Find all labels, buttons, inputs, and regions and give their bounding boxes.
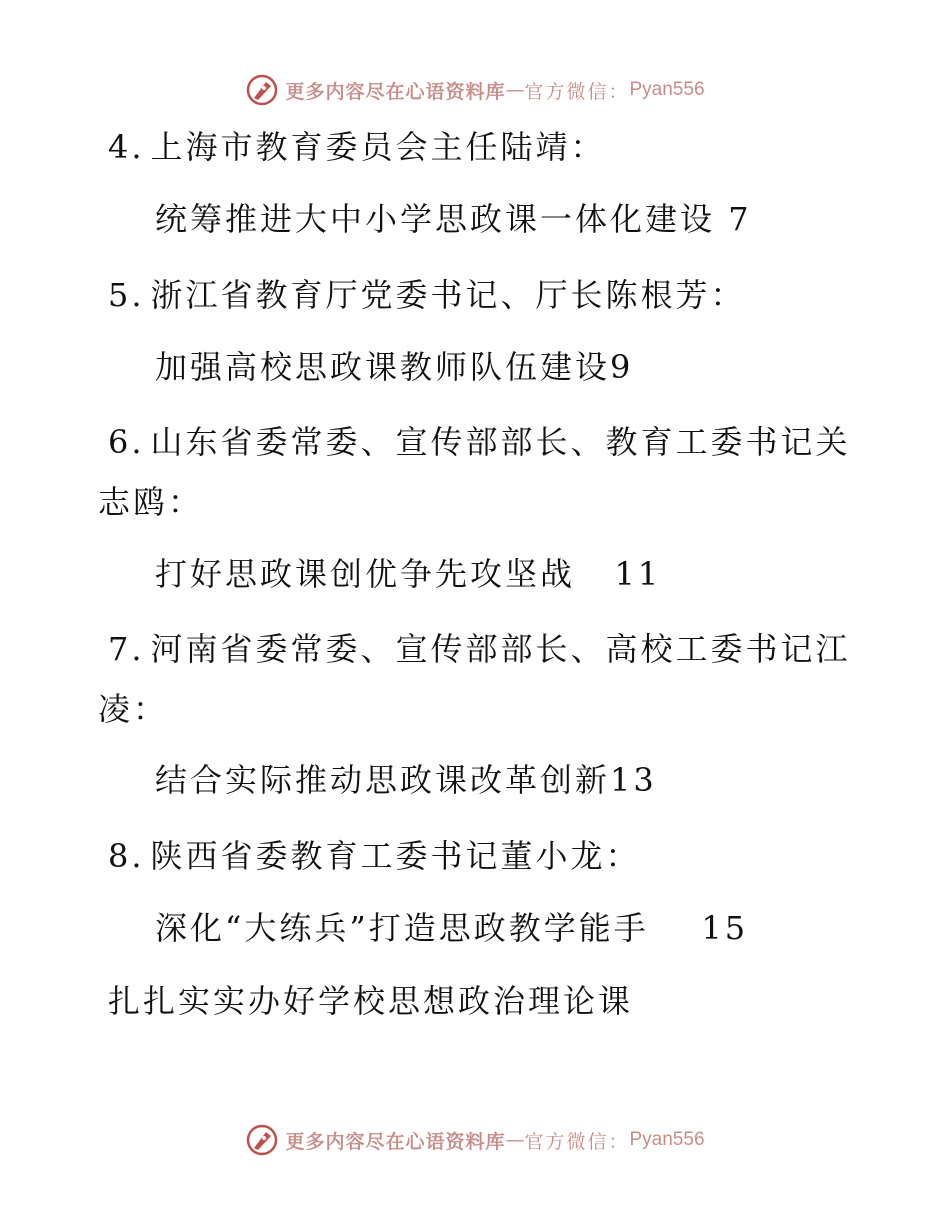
toc-entry-8-heading — [108, 836, 641, 876]
toc-entry-page: 11 — [575, 555, 662, 593]
watermark-id: Pyan556 — [629, 79, 705, 100]
watermark-separator: — — [505, 1129, 525, 1151]
toc-entry-title: 浙江省教育厅党委书记、厅长陈根芳： — [150, 276, 746, 314]
toc-entry-title: 上海市教育委员会主任陆靖： — [150, 128, 606, 166]
toc-entry-number: 8. — [108, 837, 145, 875]
toc-entry-8-subtitle — [155, 908, 748, 948]
toc-entry-4-heading — [108, 127, 606, 167]
watermark-header — [0, 68, 950, 112]
toc-entry-number: 4. — [108, 128, 145, 166]
watermark-separator: — — [505, 79, 525, 101]
pen-nib-logo-icon — [245, 1123, 279, 1157]
toc-entry-number: 6. — [108, 423, 145, 461]
toc-entry-7-subtitle — [155, 760, 657, 800]
toc-entry-7-heading-continued — [98, 689, 168, 729]
toc-entry-subtitle-text: 深化“大练兵”打造思政教学能手 — [155, 909, 649, 947]
toc-entry-number: 7. — [108, 630, 145, 668]
toc-entry-7-heading — [108, 629, 851, 669]
toc-entry-title-continued: 凌： — [98, 690, 169, 728]
toc-entry-page: 7 — [715, 200, 752, 238]
watermark-id: Pyan556 — [629, 1129, 705, 1150]
toc-entry-6-heading — [108, 422, 851, 462]
toc-entry-title: 山东省委常委、宣传部部长、教育工委书记关 — [150, 423, 851, 461]
toc-entry-title-continued: 志鸥： — [98, 483, 204, 521]
toc-entry-page: 15 — [648, 909, 749, 947]
watermark-sub-text: 官方微信： — [524, 80, 630, 103]
watermark-main-text: 更多内容尽在心语资料库 — [285, 80, 506, 103]
toc-entry-page: 9 — [610, 348, 634, 386]
toc-entry-subtitle-text: 加强高校思政课教师队伍建设 — [155, 348, 611, 386]
toc-entry-title: 陕西省委教育工委书记董小龙： — [150, 837, 641, 875]
toc-entry-6-heading-continued — [98, 482, 203, 522]
toc-entry-4-subtitle — [155, 199, 752, 239]
watermark-sub-text: 官方微信： — [524, 1130, 630, 1153]
watermark-main-text: 更多内容尽在心语资料库 — [285, 1130, 506, 1153]
toc-entry-subtitle-text: 打好思政课创优争先攻坚战 — [155, 555, 576, 593]
toc-entry-subtitle-text: 结合实际推动思政课改革创新 — [155, 761, 611, 799]
toc-entry-number: 5. — [108, 276, 145, 314]
toc-entry-title: 河南省委常委、宣传部部长、高校工委书记江 — [150, 630, 851, 668]
pen-nib-logo-icon — [245, 73, 279, 107]
toc-entry-5-heading — [108, 275, 746, 315]
toc-entry-page: 13 — [610, 761, 657, 799]
toc-entry-6-subtitle — [155, 554, 661, 594]
watermark-footer — [0, 1118, 950, 1162]
toc-entry-subtitle-text: 统筹推进大中小学思政课一体化建设 — [155, 200, 716, 238]
toc-entry-5-subtitle — [155, 347, 633, 387]
section-heading: 扎扎实实办好学校思想政治理论课 — [108, 982, 634, 1020]
